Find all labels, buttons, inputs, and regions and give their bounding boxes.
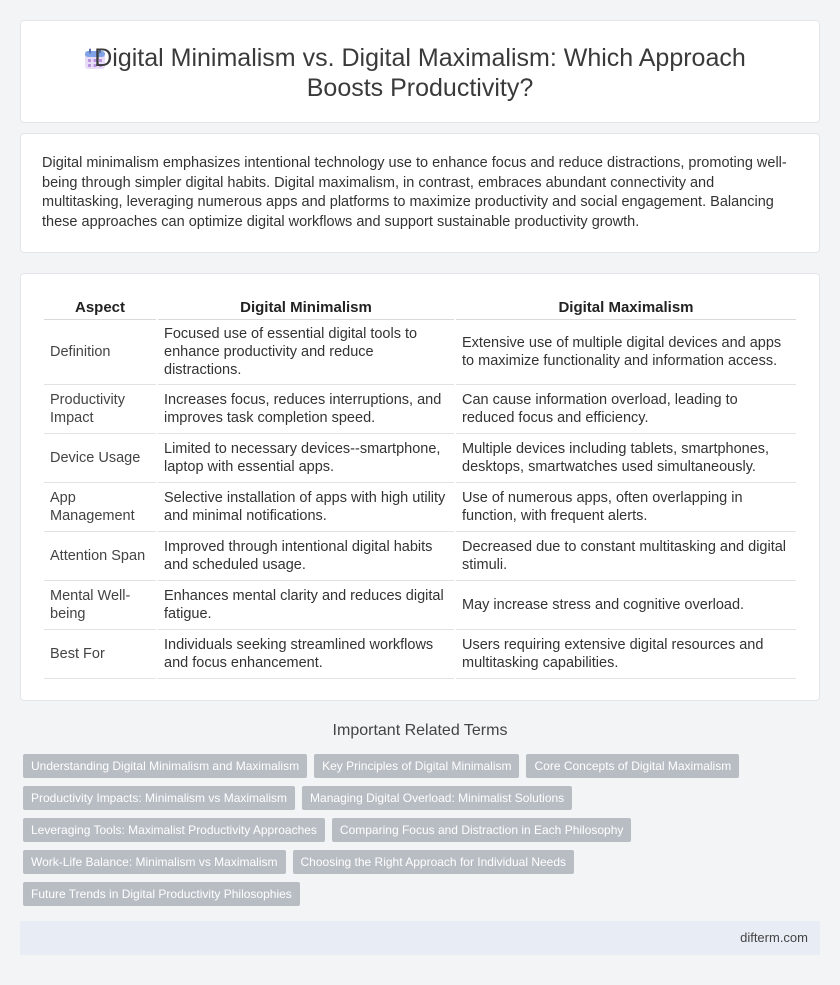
column-header-maximalism: Digital Maximalism — [456, 295, 796, 320]
table-row — [44, 630, 796, 679]
related-term-tag[interactable]: Leveraging Tools: Maximalist Productivity Approaches — [23, 818, 325, 842]
row-maximalism: Use of numerous apps, often overlapping in function, with frequent alerts. — [456, 483, 796, 532]
table-row — [44, 483, 796, 532]
intro-paragraph: Digital minimalism emphasizes intentional technology use to enhance focus and reduce distractions, promoting well-being through simpler digital habits. Digital maximalism, in contrast, embraces abundant connectivity and multitasking, leveraging numerous apps and platforms to maximize productivity and social engagement. Balancing these approaches can optimize digital workflows and support sustainable productivity growth. — [42, 155, 787, 230]
row-maximalism: May increase stress and cognitive overload. — [456, 581, 796, 630]
row-aspect: Attention Span — [44, 532, 156, 581]
row-minimalism: Enhances mental clarity and reduces digital fatigue. — [158, 581, 454, 630]
comparison-table — [42, 295, 798, 679]
related-term-tag[interactable]: Future Trends in Digital Productivity Philosophies — [23, 882, 300, 906]
intro-card — [20, 133, 820, 253]
table-header-row — [44, 295, 796, 320]
table-row — [44, 320, 796, 385]
row-minimalism: Increases focus, reduces interruptions, and improves task completion speed. — [158, 385, 454, 434]
row-minimalism: Improved through intentional digital habits and scheduled usage. — [158, 532, 454, 581]
footer — [20, 921, 820, 955]
row-maximalism: Can cause information overload, leading to reduced focus and efficiency. — [456, 385, 796, 434]
related-term-tag[interactable]: Choosing the Right Approach for Individual Needs — [293, 850, 575, 874]
table-row — [44, 385, 796, 434]
related-terms-list — [23, 754, 803, 914]
row-aspect: Best For — [44, 630, 156, 679]
related-term-tag[interactable]: Key Principles of Digital Minimalism — [314, 754, 519, 778]
comparison-table-card — [20, 273, 820, 701]
table-row — [44, 581, 796, 630]
table-row — [44, 532, 796, 581]
row-maximalism: Multiple devices including tablets, smartphones, desktops, smartwatches used simultaneously. — [456, 434, 796, 483]
row-minimalism: Focused use of essential digital tools to enhance productivity and reduce distractions. — [158, 320, 454, 385]
row-aspect: Device Usage — [44, 434, 156, 483]
row-minimalism: Selective installation of apps with high utility and minimal notifications. — [158, 483, 454, 532]
row-aspect: Mental Well-being — [44, 581, 156, 630]
row-aspect: Definition — [44, 320, 156, 385]
column-header-minimalism: Digital Minimalism — [158, 295, 454, 320]
header-card — [20, 20, 820, 123]
page-title: Digital Minimalism vs. Digital Maximalism: Which Approach Boosts Productivity? — [94, 44, 746, 102]
related-term-tag[interactable]: Managing Digital Overload: Minimalist Solutions — [302, 786, 572, 810]
row-minimalism: Individuals seeking streamlined workflows and focus enhancement. — [158, 630, 454, 679]
footer-site-link[interactable]: difterm.com — [740, 930, 808, 945]
row-maximalism: Extensive use of multiple digital devices and apps to maximize functionality and information access. — [456, 320, 796, 385]
related-term-tag[interactable]: Work-Life Balance: Minimalism vs Maximalism — [23, 850, 286, 874]
row-minimalism: Limited to necessary devices--smartphone, laptop with essential apps. — [158, 434, 454, 483]
related-term-tag[interactable]: Productivity Impacts: Minimalism vs Maximalism — [23, 786, 295, 810]
related-term-tag[interactable]: Understanding Digital Minimalism and Maximalism — [23, 754, 307, 778]
row-maximalism: Decreased due to constant multitasking and digital stimuli. — [456, 532, 796, 581]
column-header-aspect: Aspect — [44, 295, 156, 320]
related-terms-title: Important Related Terms — [332, 722, 508, 739]
row-maximalism: Users requiring extensive digital resources and multitasking capabilities. — [456, 630, 796, 679]
related-term-tag[interactable]: Comparing Focus and Distraction in Each Philosophy — [332, 818, 631, 842]
row-aspect: Productivity Impact — [44, 385, 156, 434]
table-row — [44, 434, 796, 483]
related-term-tag[interactable]: Core Concepts of Digital Maximalism — [526, 754, 739, 778]
row-aspect: App Management — [44, 483, 156, 532]
